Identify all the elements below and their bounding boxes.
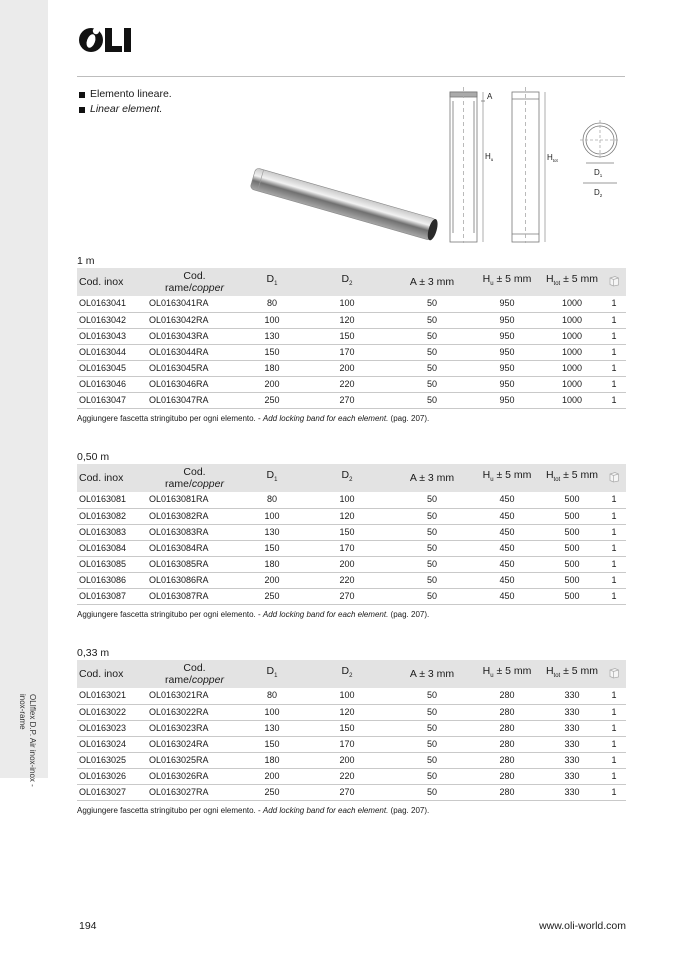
table-cell: OL0163044 (79, 346, 127, 357)
table-cell: 1 (611, 510, 617, 521)
table-cell: OL0163086RA (149, 574, 209, 585)
table-cell: OL0163022 (79, 706, 127, 717)
dim-label-htot: $H_{tot}$ (547, 153, 558, 163)
table-cell: OL0163026RA (149, 770, 209, 781)
col-header-hu: $H_u \pm 5$ mm (482, 273, 532, 288)
header-divider (77, 76, 625, 77)
table-cell: OL0163046 (79, 378, 127, 389)
table-cell: 280 (499, 770, 515, 781)
table-cell: 450 (499, 526, 515, 537)
table-cell: 50 (426, 706, 437, 717)
table-header-row (77, 464, 626, 492)
description-item-en: Linear element. (79, 102, 172, 117)
table-cell: 1 (611, 494, 617, 505)
table-cell: 50 (426, 754, 437, 765)
table-cell: 130 (264, 526, 280, 537)
pipe-photo (243, 165, 443, 245)
table-cell: 950 (499, 362, 515, 373)
page-number: 194 (79, 920, 97, 932)
table-cell: 1 (611, 574, 617, 585)
bullet-square-icon (79, 107, 85, 113)
description-item-it: Elemento lineare. (79, 87, 172, 102)
table-cell: 50 (426, 770, 437, 781)
table-cell: 1000 (561, 362, 583, 373)
table-cell: 450 (499, 494, 515, 505)
table-cell: 280 (499, 754, 515, 765)
table-cell: OL0163086 (79, 574, 127, 585)
table-note: Aggiungere fascetta stringitubo per ogni elemento. - Add locking band for each element. (pag. 207). (77, 609, 430, 619)
table-cell: OL0163081RA (149, 494, 209, 505)
table-cell: 170 (339, 542, 355, 553)
bullet-square-icon (79, 92, 85, 98)
col-header-d1: $D_1$ (266, 273, 278, 288)
table-note: Aggiungere fascetta stringitubo per ogni elemento. - Add locking band for each element. (pag. 207). (77, 805, 430, 815)
table-cell: 270 (339, 590, 355, 601)
table-cell: 330 (564, 754, 580, 765)
table-cell: 950 (499, 346, 515, 357)
dim-label-a: A (487, 92, 493, 101)
table-row (77, 768, 626, 784)
table-cell: 50 (426, 738, 437, 749)
col-header-cod-inox: Cod. inox (79, 472, 124, 484)
table-cell: OL0163082RA (149, 510, 209, 521)
table-cell: 500 (564, 574, 580, 585)
col-header-pack (602, 464, 626, 492)
table-cell: OL0163083 (79, 526, 127, 537)
table-cell: 270 (339, 394, 355, 405)
table-cell: OL0163047RA (149, 394, 209, 405)
table-cell: 150 (264, 346, 280, 357)
table-cell: 100 (264, 314, 280, 325)
col-header-htot: $H_{tot} \pm 5$ mm (545, 273, 599, 288)
table-cell: 250 (264, 786, 280, 797)
col-header-cod-inox: Cod. inox (79, 668, 124, 680)
table-cell: OL0163024RA (149, 738, 209, 749)
table-cell: 180 (264, 754, 280, 765)
table-cell: 1000 (561, 346, 583, 357)
table-cell: OL0163022RA (149, 706, 209, 717)
table-row (77, 572, 626, 588)
table-cell: 50 (426, 394, 437, 405)
table-cell: OL0163085 (79, 558, 127, 569)
table-cell: 280 (499, 786, 515, 797)
table-cell: OL0163087RA (149, 590, 209, 601)
table-row (77, 784, 626, 800)
product-table (77, 268, 626, 409)
table-cell: 270 (339, 786, 355, 797)
table-cell: 150 (339, 330, 355, 341)
col-header-pack (602, 660, 626, 688)
table-cell: 150 (339, 722, 355, 733)
table-cell: 1 (611, 378, 617, 389)
col-header-hu: $H_u \pm 5$ mm (482, 469, 532, 484)
table-cell: 500 (564, 558, 580, 569)
package-icon (608, 471, 620, 483)
table-cell: 100 (339, 298, 355, 309)
table-cell: OL0163041RA (149, 298, 209, 309)
col-header-d1: $D_1$ (266, 665, 278, 680)
table-row (77, 736, 626, 752)
table-cell: 1 (611, 542, 617, 553)
table-cell: 1 (611, 558, 617, 569)
col-header-a: A ± 3 mm (409, 668, 455, 680)
table-row (77, 344, 626, 360)
table-row (77, 556, 626, 572)
col-header-htot: $H_{tot} \pm 5$ mm (545, 665, 599, 680)
table-cell: 200 (339, 362, 355, 373)
table-cell: OL0163023 (79, 722, 127, 733)
table-cell: 330 (564, 722, 580, 733)
table-cell: 150 (264, 542, 280, 553)
table-cell: 50 (426, 510, 437, 521)
table-cell: OL0163042 (79, 314, 127, 325)
table-cell: 220 (339, 378, 355, 389)
table-cell: 1 (611, 754, 617, 765)
table-cell: OL0163027 (79, 786, 127, 797)
table-row (77, 704, 626, 720)
product-table (77, 464, 626, 605)
table-cell: 120 (339, 314, 355, 325)
col-header-cod-copper: Cod. rame/copper (165, 662, 224, 686)
table-cell: 330 (564, 706, 580, 717)
col-header-cod-copper: Cod. rame/copper (165, 270, 224, 294)
table-cell: 80 (266, 298, 277, 309)
table-cell: OL0163087 (79, 590, 127, 601)
table-cell: 1 (611, 362, 617, 373)
table-cell: 50 (426, 298, 437, 309)
table-cell: 1 (611, 298, 617, 309)
oli-logo (77, 25, 139, 55)
col-header-a: A ± 3 mm (409, 276, 455, 288)
table-cell: 220 (339, 770, 355, 781)
section-1m (77, 254, 626, 423)
table-cell: OL0163025 (79, 754, 127, 765)
table-cell: 50 (426, 494, 437, 505)
table-cell: 120 (339, 706, 355, 717)
table-row (77, 688, 626, 704)
table-cell: 200 (264, 378, 280, 389)
table-cell: OL0163041 (79, 298, 127, 309)
table-cell: 280 (499, 738, 515, 749)
table-row (77, 328, 626, 344)
table-cell: 80 (266, 690, 277, 701)
table-cell: 450 (499, 542, 515, 553)
table-cell: 50 (426, 722, 437, 733)
table-row (77, 588, 626, 604)
table-cell: 130 (264, 330, 280, 341)
table-cell: 450 (499, 590, 515, 601)
table-cell: OL0163084RA (149, 542, 209, 553)
table-cell: 150 (339, 526, 355, 537)
section-title: 0,50 m (77, 451, 110, 463)
table-cell: OL0163044RA (149, 346, 209, 357)
table-cell: 950 (499, 394, 515, 405)
table-cell: 130 (264, 722, 280, 733)
technical-drawing (435, 85, 635, 245)
table-cell: OL0163081 (79, 494, 127, 505)
table-cell: 1 (611, 690, 617, 701)
table-cell: 1 (611, 722, 617, 733)
table-cell: 170 (339, 346, 355, 357)
table-cell: 1000 (561, 394, 583, 405)
table-cell: 500 (564, 494, 580, 505)
col-header-a: A ± 3 mm (409, 472, 455, 484)
table-cell: 180 (264, 558, 280, 569)
table-cell: 200 (339, 558, 355, 569)
table-cell: 250 (264, 394, 280, 405)
table-cell: OL0163046RA (149, 378, 209, 389)
sidebar-band (0, 0, 48, 778)
table-row (77, 296, 626, 312)
table-cell: OL0163084 (79, 542, 127, 553)
table-cell: OL0163045 (79, 362, 127, 373)
table-cell: 170 (339, 738, 355, 749)
col-header-htot: $H_{tot} \pm 5$ mm (545, 469, 599, 484)
table-cell: 100 (264, 510, 280, 521)
table-cell: 50 (426, 542, 437, 553)
table-cell: 1 (611, 314, 617, 325)
table-row (77, 752, 626, 768)
table-cell: 250 (264, 590, 280, 601)
package-icon (608, 275, 620, 287)
table-cell: 450 (499, 510, 515, 521)
table-cell: 280 (499, 690, 515, 701)
col-header-d2: $D_2$ (341, 273, 353, 288)
table-cell: 280 (499, 722, 515, 733)
col-header-d2: $D_2$ (341, 665, 353, 680)
table-cell: 100 (339, 494, 355, 505)
section-033m (77, 646, 626, 815)
dim-label-d2: $D_2$ (594, 188, 603, 198)
table-cell: 50 (426, 786, 437, 797)
table-cell: OL0163045RA (149, 362, 209, 373)
table-cell: 50 (426, 558, 437, 569)
table-cell: 50 (426, 690, 437, 701)
table-cell: 330 (564, 690, 580, 701)
table-cell: 1000 (561, 298, 583, 309)
table-row (77, 360, 626, 376)
table-header-row (77, 660, 626, 688)
table-row (77, 492, 626, 508)
table-cell: OL0163047 (79, 394, 127, 405)
table-cell: 450 (499, 558, 515, 569)
table-cell: 500 (564, 526, 580, 537)
dim-label-hu: $H_u$ (485, 152, 494, 162)
col-header-hu: $H_u \pm 5$ mm (482, 665, 532, 680)
table-cell: OL0163021 (79, 690, 127, 701)
table-cell: 950 (499, 314, 515, 325)
table-cell: 120 (339, 510, 355, 521)
table-cell: OL0163085RA (149, 558, 209, 569)
table-cell: 500 (564, 510, 580, 521)
website-url[interactable]: www.oli-world.com (539, 920, 626, 932)
table-cell: 150 (264, 738, 280, 749)
product-description (79, 87, 172, 117)
table-cell: OL0163082 (79, 510, 127, 521)
table-row (77, 508, 626, 524)
table-cell: 50 (426, 378, 437, 389)
table-cell: OL0163025RA (149, 754, 209, 765)
table-cell: 330 (564, 786, 580, 797)
table-cell: 50 (426, 362, 437, 373)
table-cell: 1 (611, 526, 617, 537)
table-cell: OL0163043RA (149, 330, 209, 341)
table-cell: 1000 (561, 330, 583, 341)
table-cell: OL0163083RA (149, 526, 209, 537)
table-cell: 1 (611, 706, 617, 717)
table-cell: 200 (264, 574, 280, 585)
table-row (77, 312, 626, 328)
table-cell: OL0163021RA (149, 690, 209, 701)
table-cell: 950 (499, 378, 515, 389)
table-cell: 1 (611, 786, 617, 797)
table-row (77, 720, 626, 736)
sidebar-section-label: OLIflex D.P. Air inox-inox - inox-rame (18, 694, 37, 787)
table-cell: 450 (499, 574, 515, 585)
table-row (77, 392, 626, 408)
table-cell: 1 (611, 330, 617, 341)
table-cell: 330 (564, 770, 580, 781)
table-cell: 280 (499, 706, 515, 717)
table-cell: OL0163027RA (149, 786, 209, 797)
table-cell: 500 (564, 590, 580, 601)
table-cell: 50 (426, 526, 437, 537)
col-header-d1: $D_1$ (266, 469, 278, 484)
col-header-cod-inox: Cod. inox (79, 276, 124, 288)
col-header-d2: $D_2$ (341, 469, 353, 484)
table-cell: 50 (426, 574, 437, 585)
section-050m (77, 450, 626, 619)
table-cell: 950 (499, 298, 515, 309)
table-cell: OL0163042RA (149, 314, 209, 325)
col-header-pack (602, 268, 626, 296)
table-cell: OL0163023RA (149, 722, 209, 733)
table-cell: 50 (426, 314, 437, 325)
section-title: 0,33 m (77, 647, 110, 659)
table-cell: 80 (266, 494, 277, 505)
table-cell: 1 (611, 346, 617, 357)
table-cell: 200 (339, 754, 355, 765)
table-cell: 50 (426, 330, 437, 341)
table-cell: 500 (564, 542, 580, 553)
table-row (77, 540, 626, 556)
table-cell: 180 (264, 362, 280, 373)
table-cell: 1 (611, 770, 617, 781)
package-icon (608, 667, 620, 679)
table-cell: 1000 (561, 378, 583, 389)
table-cell: 950 (499, 330, 515, 341)
table-row (77, 524, 626, 540)
section-title: 1 m (77, 255, 95, 267)
table-cell: 100 (264, 706, 280, 717)
table-note: Aggiungere fascetta stringitubo per ogni elemento. - Add locking band for each element. (pag. 207). (77, 413, 430, 423)
table-cell: OL0163026 (79, 770, 127, 781)
table-cell: 1000 (561, 314, 583, 325)
table-cell: 50 (426, 346, 437, 357)
table-cell: 100 (339, 690, 355, 701)
table-cell: 50 (426, 590, 437, 601)
table-cell: 1 (611, 738, 617, 749)
product-table (77, 660, 626, 801)
table-cell: 330 (564, 738, 580, 749)
table-cell: 1 (611, 394, 617, 405)
table-cell: OL0163024 (79, 738, 127, 749)
table-cell: 220 (339, 574, 355, 585)
col-header-cod-copper: Cod. rame/copper (165, 466, 224, 490)
table-row (77, 376, 626, 392)
table-cell: 200 (264, 770, 280, 781)
table-cell: 1 (611, 590, 617, 601)
table-header-row (77, 268, 626, 296)
table-cell: OL0163043 (79, 330, 127, 341)
dim-label-d1: $D_1$ (594, 168, 603, 178)
